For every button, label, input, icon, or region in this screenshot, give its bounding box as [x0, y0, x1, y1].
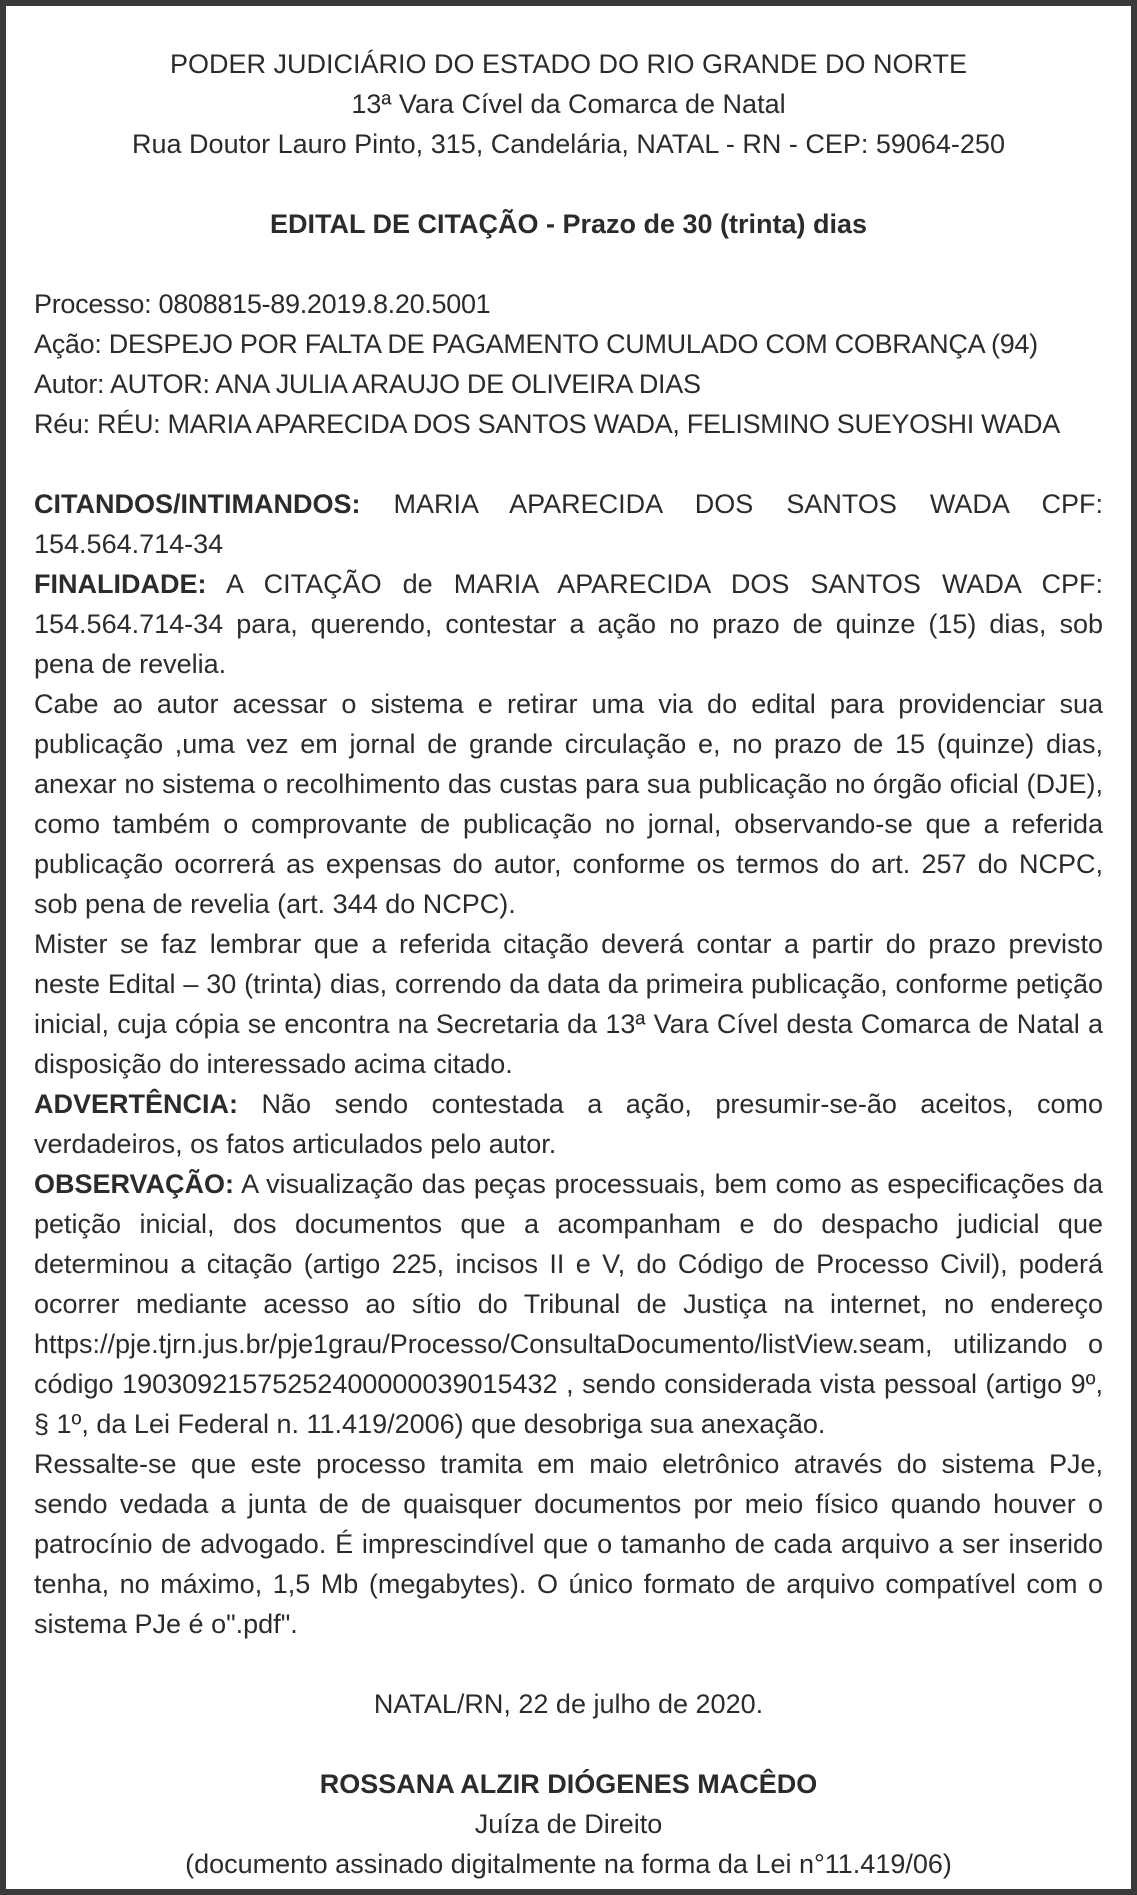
- city-date: NATAL/RN, 22 de julho de 2020.: [373, 1689, 764, 1719]
- observacao-label: OBSERVAÇÃO:: [34, 1169, 235, 1199]
- process-defendant: Réu: RÉU: MARIA APARECIDA DOS SANTOS WADA, FELISMINO SUEYOSHI WADA: [34, 409, 1060, 439]
- process-action: Ação: DESPEJO POR FALTA DE PAGAMENTO CUMULADO COM COBRANÇA (94): [34, 329, 1038, 359]
- citandos-label: CITANDOS/INTIMANDOS:: [34, 489, 361, 519]
- observacao-text: A visualização das peças processuais, bem como as especificações da petição inicial, dos documentos que a acompanham e do despacho judicial que determinou a citação (artigo 225, incisos II e V, do Código de Processo Civil), poderá ocorrer mediante acesso ao sítio do Tribunal de Justiça na internet, no endereço https://pje.tjrn.jus.br/pje1grau/Processo/ConsultaDocumento/listView.seam, utilizando o código 19030921575252400000039015432 , sendo considerada vista pessoal (artigo 9º, § 1º, da Lei Federal n. 11.419/2006) que desobriga sua anexação.: [34, 1169, 1103, 1439]
- document-title: EDITAL DE CITAÇÃO - Prazo de 30 (trinta) dias: [269, 209, 868, 239]
- court-name: PODER JUDICIÁRIO DO ESTADO DO RIO GRANDE DO NORTE: [169, 49, 968, 79]
- observacao-paragraph: [34, 1164, 1103, 1444]
- signer-name: ROSSANA ALZIR DIÓGENES MACÊDO: [319, 1769, 818, 1799]
- advertencia-text: Não sendo contestada a ação, presumir-se-ão aceitos, como verdadeiros, os fatos articulados pelo autor.: [34, 1089, 1103, 1159]
- mister-paragraph: Mister se faz lembrar que a referida citação deverá contar a partir do prazo previsto neste Edital – 30 (trinta) dias, correndo da data da primeira publicação, conforme petição inicial, cuja cópia se encontra na Secretaria da 13ª Vara Cível desta Comarca de Natal a disposição do interessado acima citado.: [34, 929, 1103, 1079]
- citandos-text: MARIA APARECIDA DOS SANTOS WADA CPF: 154.564.714-34: [34, 489, 1103, 559]
- finalidade-label: FINALIDADE:: [34, 569, 207, 599]
- signature-block: [34, 1764, 1103, 1884]
- signer-role: Juíza de Direito: [474, 1809, 663, 1839]
- court-header: [34, 44, 1103, 164]
- advertencia-paragraph: [34, 1084, 1103, 1164]
- finalidade-paragraph: [34, 564, 1103, 684]
- citandos-paragraph: [34, 484, 1103, 564]
- advertencia-label: ADVERTÊNCIA:: [34, 1089, 239, 1119]
- court-address: Rua Doutor Lauro Pinto, 315, Candelária, NATAL - RN - CEP: 59064-250: [132, 129, 1005, 159]
- signature-note: (documento assinado digitalmente na forma da Lei n°11.419/06): [185, 1849, 952, 1879]
- court-division: 13ª Vara Cível da Comarca de Natal: [351, 89, 786, 119]
- process-info: [34, 284, 1103, 444]
- document-body: [34, 484, 1103, 1644]
- cabe-paragraph: Cabe ao autor acessar o sistema e retirar uma via do edital para providenciar sua publicação ,uma vez em jornal de grande circulação e, no prazo de 15 (quinze) dias, anexar no sistema o recolhimento das custas para sua publicação no órgão oficial (DJE), como também o comprovante de publicação no jornal, observando-se que a referida publicação ocorrerá as expensas do autor, conforme os termos do art. 257 do NCPC, sob pena de revelia (art. 344 do NCPC).: [34, 689, 1103, 919]
- finalidade-text: A CITAÇÃO de MARIA APARECIDA DOS SANTOS WADA CPF: 154.564.714-34 para, querendo, contestar a ação no prazo de quinze (15) dias, sob pena de revelia.: [34, 569, 1103, 679]
- process-number: Processo: 0808815-89.2019.8.20.5001: [34, 289, 491, 319]
- ressalte-paragraph: Ressalte-se que este processo tramita em maio eletrônico através do sistema PJe, sendo vedada a junta de de quaisquer documentos por meio físico quando houver o patrocínio de advogado. É imprescindível que o tamanho de cada arquivo a ser inserido tenha, no máximo, 1,5 Mb (megabytes). O único formato de arquivo compatível com o sistema PJe é o".pdf".: [34, 1449, 1103, 1639]
- process-plaintiff: Autor: AUTOR: ANA JULIA ARAUJO DE OLIVEIRA DIAS: [34, 369, 701, 399]
